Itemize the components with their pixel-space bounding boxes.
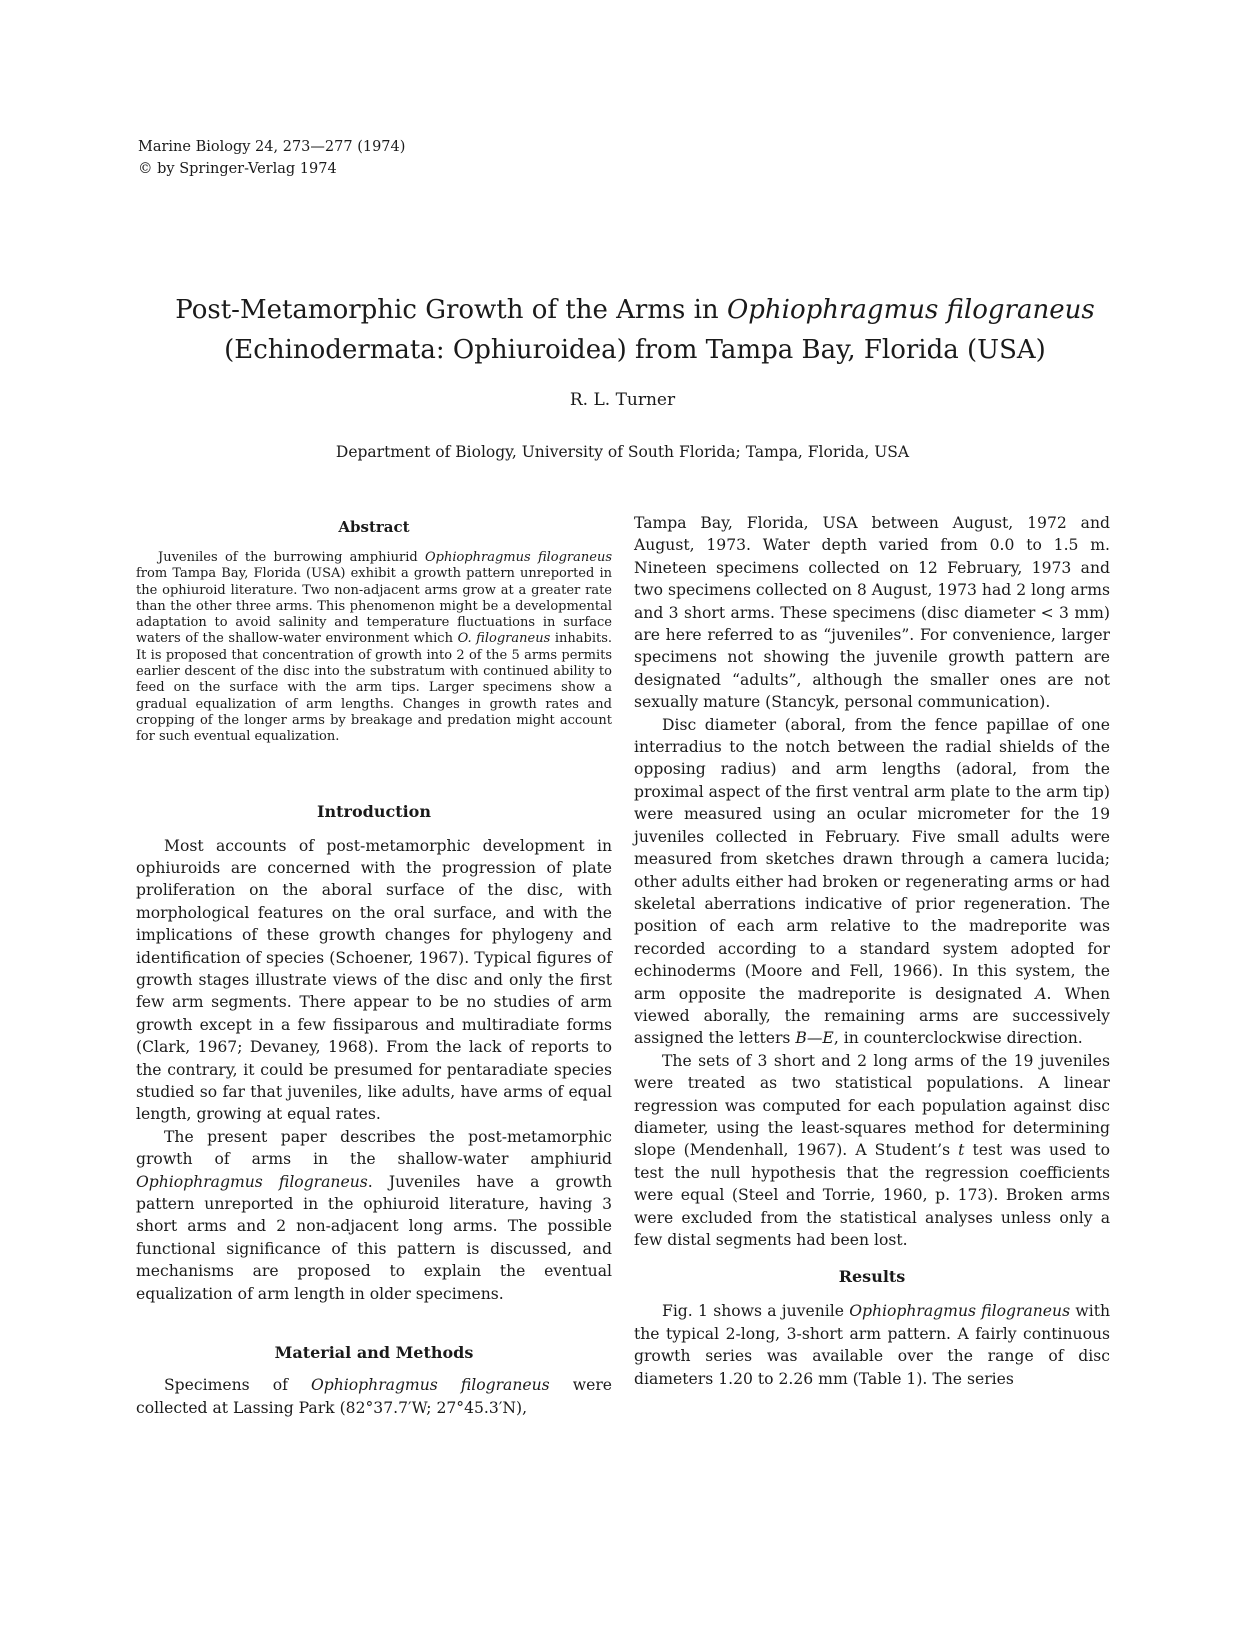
methods-p2-letters-be: B—E [795,1029,834,1048]
methods-p2-letter-a: A [1035,984,1047,1003]
paper-title [140,290,1130,370]
author-affiliation: Department of Biology, University of South Florida; Tampa, Florida, USA [335,443,910,461]
intro-p2-species: Ophiophragmus filograneus [136,1172,368,1191]
intro-p2-text-b: . Juveniles have a growth pattern unreported in the ophiuroid literature, having 3 short arms and 2 non-adjacent long arms. The possible functional significance of this pattern is discussed, and mechanisms are proposed to explain the eventual equalization of arm length in older specimens. [136,1172,612,1303]
methods-p2-text-c: , in counterclockwise direction. [833,1029,1083,1048]
results-heading: Results [838,1267,906,1287]
methods-heading: Material and Methods [274,1343,474,1363]
methods-paragraph-2 [634,714,1110,1050]
left-column [136,518,612,1419]
abstract-species-abbrev: O. filograneus [457,631,551,647]
abstract-paragraph [136,550,612,746]
journal-copyright: © by Springer-Verlag 1974 [138,161,337,177]
results-p1-species: Ophiophragmus filograneus [849,1302,1071,1321]
results-paragraph-1 [634,1300,1110,1390]
methods-p1-species: Ophiophragmus filograneus [310,1376,550,1395]
title-line2: (Echinodermata: Ophiuroidea) from Tampa Bay, Florida (USA) [224,335,1046,365]
methods-p3-text-b: test was used to test the null hypothesis that the regression coefficients were equal (Steel and Torrie, 1960, p. 173). Broken arms were excluded from the statistical analyses unless only a few distal segments had been lost. [634,1141,1110,1249]
methods-p1-text-a: Specimens of [164,1376,311,1395]
methods-p3-t: t [958,1141,965,1160]
methods-p2-text-a: Disc diameter (aboral, from the fence papillae of one interradius to the notch between the radial shields of the opposing radius) and arm lengths (adoral, from the proximal aspect of the first ventral arm plate to the arm tip) were measured using an ocular micrometer for the 19 juveniles collected in February. Five small adults were measured from sketches drawn through a camera lucida; other adults either had broken or regenerating arms or had skeletal aberrations indicative of prior regeneration. The position of each arm relative to the madreporite was recorded according to a standard system adopted for echinoderms (Moore and Fell, 1966). In this system, the arm opposite the madreporite is designated [634,715,1110,1003]
methods-paragraph-1-cont: Tampa Bay, Florida, USA between August, 1972 and August, 1973. Water depth varied from 0.0 to 1.5 m. Nineteen specimens collected on 12 February, 1973 and two specimens collected on 8 August, 1973 had 2 long arms and 3 short arms. These specimens (disc diameter < 3 mm) are here referred to as “juveniles”. For convenience, larger specimens not showing the juvenile growth pattern are designated “adults”, although the smaller ones are not sexually mature (Stancyk, personal communication). [634,514,1110,712]
title-species: Ophiophragmus filograneus [726,295,1095,325]
author-name: R. L. Turner [569,390,676,410]
abstract-text-c: inhabits. It is proposed that concentration of growth into 2 of the 5 arms permits earlier descent of the disc into the substratum with continued ability to feed on the surface with the arm tips. Larger specimens show a gradual equalization of arm lengths. Changes in growth rates and cropping of the longer arms by breakage and predation might account for such eventual equalization. [136,631,613,745]
methods-p1-text-b: were collected at Lassing Park (82°37.7′W; 27°45.3′N), [136,1376,613,1417]
right-column [634,512,1110,1390]
title-line1-text: Post-Metamorphic Growth of the Arms in [175,295,727,325]
results-p1-text-a: Fig. 1 shows a juvenile [662,1302,850,1321]
results-p1-text-b: with the typical 2-long, 3-short arm pattern. A fairly continuous growth series was available over the range of disc diameters 1.20 to 2.26 mm (Table 1). The series [634,1302,1110,1388]
introduction-paragraph-1: Most accounts of post-metamorphic development in ophiuroids are concerned with the progression of plate proliferation on the aboral surface of the disc, with morphological features on the oral surface, and with the implications of these growth changes for phylogeny and identification of species (Schoener, 1967). Typical figures of growth stages illustrate views of the disc and only the first few arm segments. There appear to be no studies of arm growth except in a few fissiparous and multiradiate forms (Clark, 1967; Devaney, 1968). From the lack of reports to the contrary, it could be presumed for pentaradiate species studied so far that juveniles, like adults, have arms of equal length, growing at equal rates. [136,836,612,1124]
methods-paragraph-3 [634,1050,1110,1252]
introduction-paragraph-2 [136,1126,612,1305]
abstract-text-b: from Tampa Bay, Florida (USA) exhibit a growth pattern unreported in the ophiuroid literature. Two non-adjacent arms grow at a greater rate than the other three arms. This phenomenon might be a developmental adaptation to avoid salinity and temperature fluctuations in surface waters of the shallow-water environment which [136,566,612,647]
abstract-species: Ophiophragmus filograneus [424,550,612,565]
methods-p3-text-a: The sets of 3 short and 2 long arms of the 19 juveniles were treated as two statistical populations. A linear regression was computed for each population against disc diameter, using the least-squares method for determining slope (Mendenhall, 1967). A Student’s [634,1051,1110,1160]
abstract-heading: Abstract [338,518,410,536]
methods-paragraph-1-start [136,1374,612,1419]
introduction-heading: Introduction [317,801,431,821]
intro-p2-text-a: The present paper describes the post-metamorphic growth of arms in the shallow-water amphiurid [136,1127,612,1169]
journal-citation: Marine Biology 24, 273—277 (1974) [138,139,406,155]
methods-p2-text-b: . When viewed aborally, the remaining arms are successively assigned the letters [634,984,1110,1048]
journal-header [138,136,405,180]
abstract-text-a: Juveniles of the burrowing amphiurid [158,550,425,565]
